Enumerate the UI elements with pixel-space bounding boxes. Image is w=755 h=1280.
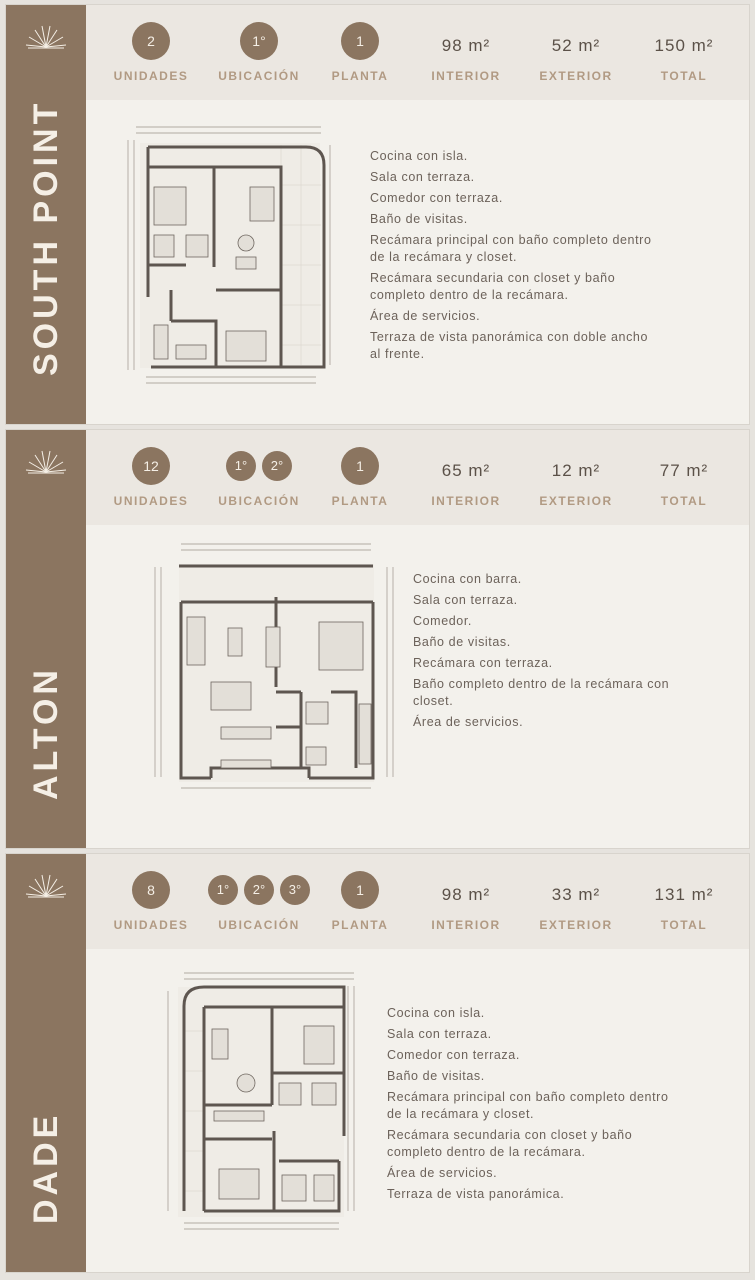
feature-item: Recámara principal con baño completo dentro de la recámara y closet.: [370, 233, 652, 264]
stat-ubicacion: [204, 854, 314, 949]
feature-item: Recámara secundaria con closet y baño completo dentro de la recámara.: [370, 271, 616, 302]
interior-label: INTERIOR: [431, 918, 501, 932]
ubicacion-label: UBICACIÓN: [218, 918, 300, 932]
unidades-label: UNIDADES: [113, 69, 189, 83]
stats-bar: [86, 5, 749, 100]
planta-badge: 1: [341, 871, 379, 909]
stat-interior: [416, 5, 516, 100]
feature-item: Comedor.: [413, 614, 472, 628]
stat-exterior: [526, 854, 626, 949]
exterior-label: EXTERIOR: [539, 494, 613, 508]
stat-exterior: [526, 5, 626, 100]
interior-value: 98 m²: [441, 36, 491, 55]
ubicacion-label: UBICACIÓN: [218, 494, 300, 508]
stat-ubicacion: [204, 5, 314, 100]
unit-sidebar: [6, 854, 86, 1272]
sunburst-logo-icon: [24, 23, 68, 49]
feature-item: Baño de visitas.: [413, 635, 511, 649]
interior-value: 65 m²: [441, 461, 491, 480]
feature-item: Sala con terraza.: [387, 1027, 492, 1041]
unit-name: ALTON: [27, 666, 65, 800]
exterior-label: EXTERIOR: [539, 69, 613, 83]
feature-item: Sala con terraza.: [370, 170, 475, 184]
planta-label: PLANTA: [331, 918, 389, 932]
stat-total: [634, 5, 734, 100]
unit-name: DADE: [27, 1111, 65, 1224]
feature-item: Baño de visitas.: [370, 212, 468, 226]
unidades-label: UNIDADES: [113, 494, 189, 508]
feature-item: Sala con terraza.: [413, 593, 518, 607]
features-list: [370, 148, 660, 367]
planta-badge: 1: [341, 22, 379, 60]
feature-item: Baño completo dentro de la recámara con closet.: [413, 677, 670, 708]
floor-plan-image: [126, 125, 336, 385]
feature-item: Comedor con terraza.: [387, 1048, 520, 1062]
features-list: [413, 571, 703, 735]
total-label: TOTAL: [660, 494, 708, 508]
stat-ubicacion: [204, 430, 314, 525]
unidades-badge: 8: [132, 871, 170, 909]
feature-item: Área de servicios.: [370, 309, 481, 323]
feature-item: Recámara secundaria con closet y baño completo dentro de la recámara.: [387, 1128, 633, 1159]
stat-planta: [312, 430, 408, 525]
unidades-badge: 2: [132, 22, 170, 60]
unidades-badge: 12: [132, 447, 170, 485]
stat-interior: [416, 854, 516, 949]
feature-item: Cocina con isla.: [387, 1006, 485, 1020]
sunburst-logo-icon: [24, 872, 68, 898]
stat-total: [634, 854, 734, 949]
exterior-label: EXTERIOR: [539, 918, 613, 932]
stat-unidades: [96, 854, 206, 949]
features-list: [387, 1005, 687, 1207]
stat-unidades: [96, 5, 206, 100]
unidades-label: UNIDADES: [113, 918, 189, 932]
total-value: 150 m²: [654, 36, 714, 55]
feature-item: Terraza de vista panorámica con doble ancho al frente.: [370, 330, 649, 361]
stat-planta: [312, 5, 408, 100]
stat-total: [634, 430, 734, 525]
unit-name: SOUTH POINT: [27, 99, 65, 376]
unit-card-south-point: [6, 5, 749, 424]
total-label: TOTAL: [660, 918, 708, 932]
stats-bar: [86, 854, 749, 949]
feature-item: Recámara principal con baño completo dentro de la recámara y closet.: [387, 1090, 669, 1121]
total-label: TOTAL: [660, 69, 708, 83]
feature-item: Área de servicios.: [387, 1166, 498, 1180]
planta-badge: 1: [341, 447, 379, 485]
feature-item: Comedor con terraza.: [370, 191, 503, 205]
feature-item: Área de servicios.: [413, 715, 524, 729]
floor-plan-image: [164, 971, 364, 1233]
planta-label: PLANTA: [331, 494, 389, 508]
floor-plan-image: [151, 542, 396, 792]
total-value: 131 m²: [654, 885, 714, 904]
feature-item: Terraza de vista panorámica.: [387, 1187, 565, 1201]
feature-item: Recámara con terraza.: [413, 656, 553, 670]
stat-planta: [312, 854, 408, 949]
planta-label: PLANTA: [331, 69, 389, 83]
exterior-value: 52 m²: [551, 36, 601, 55]
stats-bar: [86, 430, 749, 525]
feature-item: Cocina con isla.: [370, 149, 468, 163]
interior-label: INTERIOR: [431, 494, 501, 508]
total-value: 77 m²: [659, 461, 709, 480]
unit-card-dade: [6, 854, 749, 1272]
ubicacion-badge: 1°: [226, 451, 256, 481]
interior-label: INTERIOR: [431, 69, 501, 83]
interior-value: 98 m²: [441, 885, 491, 904]
stat-unidades: [96, 430, 206, 525]
unit-sidebar: [6, 430, 86, 848]
ubicacion-badge: 1°: [208, 875, 238, 905]
unit-sidebar: [6, 5, 86, 424]
ubicacion-badge: 2°: [262, 451, 292, 481]
feature-item: Cocina con barra.: [413, 572, 522, 586]
ubicacion-label: UBICACIÓN: [218, 69, 300, 83]
sunburst-logo-icon: [24, 448, 68, 474]
ubicacion-badge: 3°: [280, 875, 310, 905]
unit-card-alton: [6, 430, 749, 848]
exterior-value: 12 m²: [551, 461, 601, 480]
stat-exterior: [526, 430, 626, 525]
exterior-value: 33 m²: [551, 885, 601, 904]
feature-item: Baño de visitas.: [387, 1069, 485, 1083]
ubicacion-badge: 1°: [240, 22, 278, 60]
ubicacion-badge: 2°: [244, 875, 274, 905]
stat-interior: [416, 430, 516, 525]
